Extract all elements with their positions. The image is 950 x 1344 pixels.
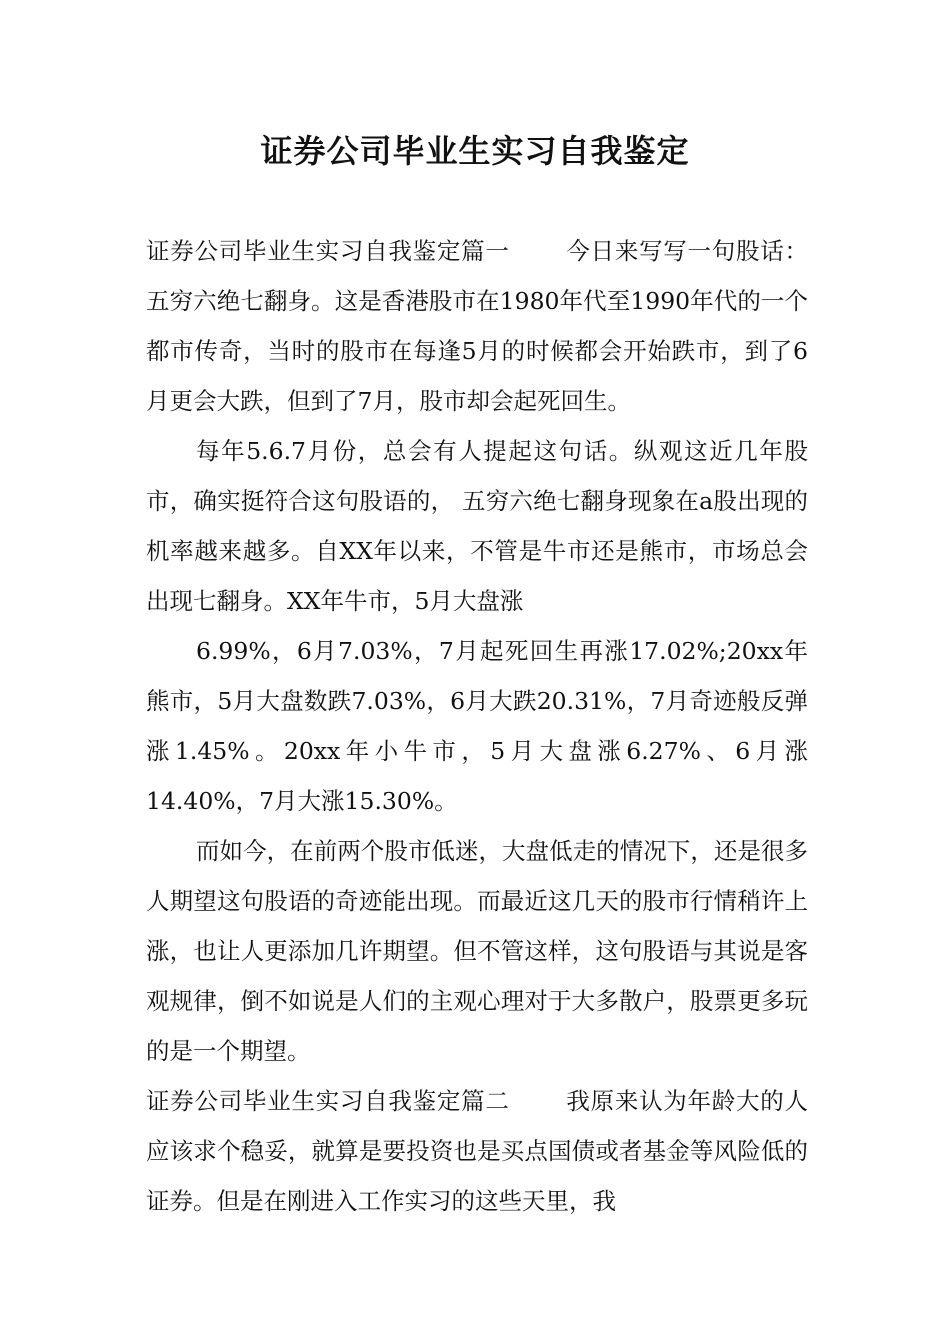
paragraph-1-text: 今日来写写一句股话：五穷六绝七翻身。这是香港股市在1980年代至1990年代的一个都市传奇，当时的股市在每逢5月的时候都会开始跌市，到了6月更会大跌，但到了7月，股市却会起死回生。 xyxy=(146,237,809,415)
paragraph-2: 每年5.6.7月份，总会有人提起这句话。纵观这近几年股市，确实挺符合这句股语的， 五穷六绝七翻身现象在a股出现的机率越来越多。自XX年以来，不管是牛市还是熊市，市场总会出现七翻身。XX年牛市，5月大盘涨 xyxy=(146,437,808,615)
paragraph-5-text: 我原来认为年龄大的人应该求个稳妥，就算是要投资也是买点国债或者基金等风险低的证券。但是在刚进入工作实习的这些天里，我 xyxy=(146,1087,809,1215)
paragraph-4: 而如今，在前两个股市低迷，大盘低走的情况下，还是很多人期望这句股语的奇迹能出现。而最近这几天的股市行情稍许上涨，也让人更添加几许期望。但不管这样，这句股语与其说是客观规律，倒不如说是人们的主观心理对于大多散户，股票更多玩的是一个期望。 xyxy=(146,837,808,1065)
section-heading-2: 证券公司毕业生实习自我鉴定篇二 xyxy=(146,1087,510,1115)
paragraph-3: 6.99%，6月7.03%，7月起死回生再涨17.02%;20xx年熊市，5月大盘数跌7.03%，6月大跌20.31%，7月奇迹般反弹涨1.45%。20xx年小牛市，5月大盘涨6.27%、6月涨14.40%，7月大涨15.30%。 xyxy=(146,637,808,815)
section-heading-1: 证券公司毕业生实习自我鉴定篇一 xyxy=(146,237,510,265)
paragraph-1 xyxy=(146,226,808,426)
document-body xyxy=(146,226,808,1226)
paragraph-5 xyxy=(146,1076,808,1226)
page-title: 证券公司毕业生实习自我鉴定 xyxy=(260,132,690,170)
